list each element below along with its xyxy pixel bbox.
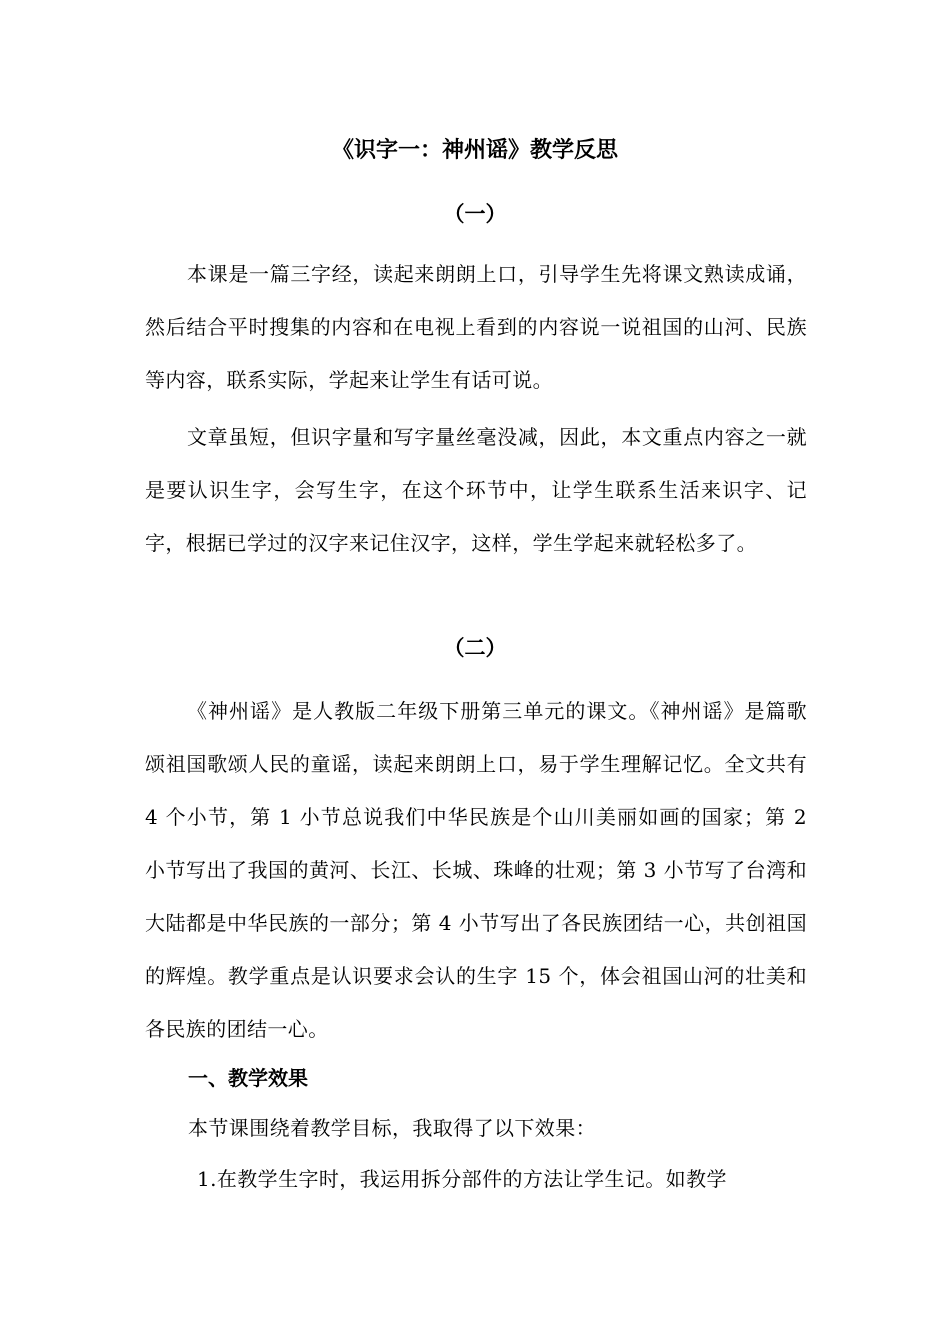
document-title: 《识字一：神州谣》教学反思 bbox=[331, 138, 618, 163]
teaching-effect-item-1: 1.在教学生字时，我运用拆分部件的方法让学生记。如教学 bbox=[197, 1167, 727, 1191]
section-two-paragraph: 《神州谣》是人教版二年级下册第三单元的课文。《神州谣》是篇歌颂祖国歌颂人民的童谣，读起来朗朗上口，易于学生理解记忆。全文共有 4 个小节，第 1 小节总说我们中华民族是个山川美丽如画的国家；第 2 小节写出了我国的黄河、长江、长城、珠峰的壮观；第 3 小节写了台湾和大陆都是中华民族的一部分；第 4 小节写出了各民族团结一心，共创祖国的辉煌。教学重点是认识要求会认的生字 15 个，体会祖国山河的壮美和各民族的团结一心。 bbox=[145, 699, 807, 1041]
section-one-paragraph-2: 文章虽短，但识字量和写字量丝毫没减，因此，本文重点内容之一就是要认识生字，会写生字，在这个环节中，让学生联系生活来识字、记字，根据已学过的汉字来记住汉字，这样，学生学起来就轻松多了。 bbox=[145, 425, 807, 555]
teaching-effect-heading: 一、教学效果 bbox=[188, 1066, 308, 1090]
section-two-heading: （二） bbox=[443, 636, 507, 660]
section-one-paragraph-1: 本课是一篇三字经，读起来朗朗上口，引导学生先将课文熟读成诵，然后结合平时搜集的内容和在电视上看到的内容说一说祖国的山河、民族等内容，联系实际，学起来让学生有话可说。 bbox=[145, 262, 807, 392]
section-one-heading: （一） bbox=[443, 202, 507, 226]
teaching-effect-intro: 本节课围绕着教学目标，我取得了以下效果： bbox=[188, 1116, 596, 1140]
